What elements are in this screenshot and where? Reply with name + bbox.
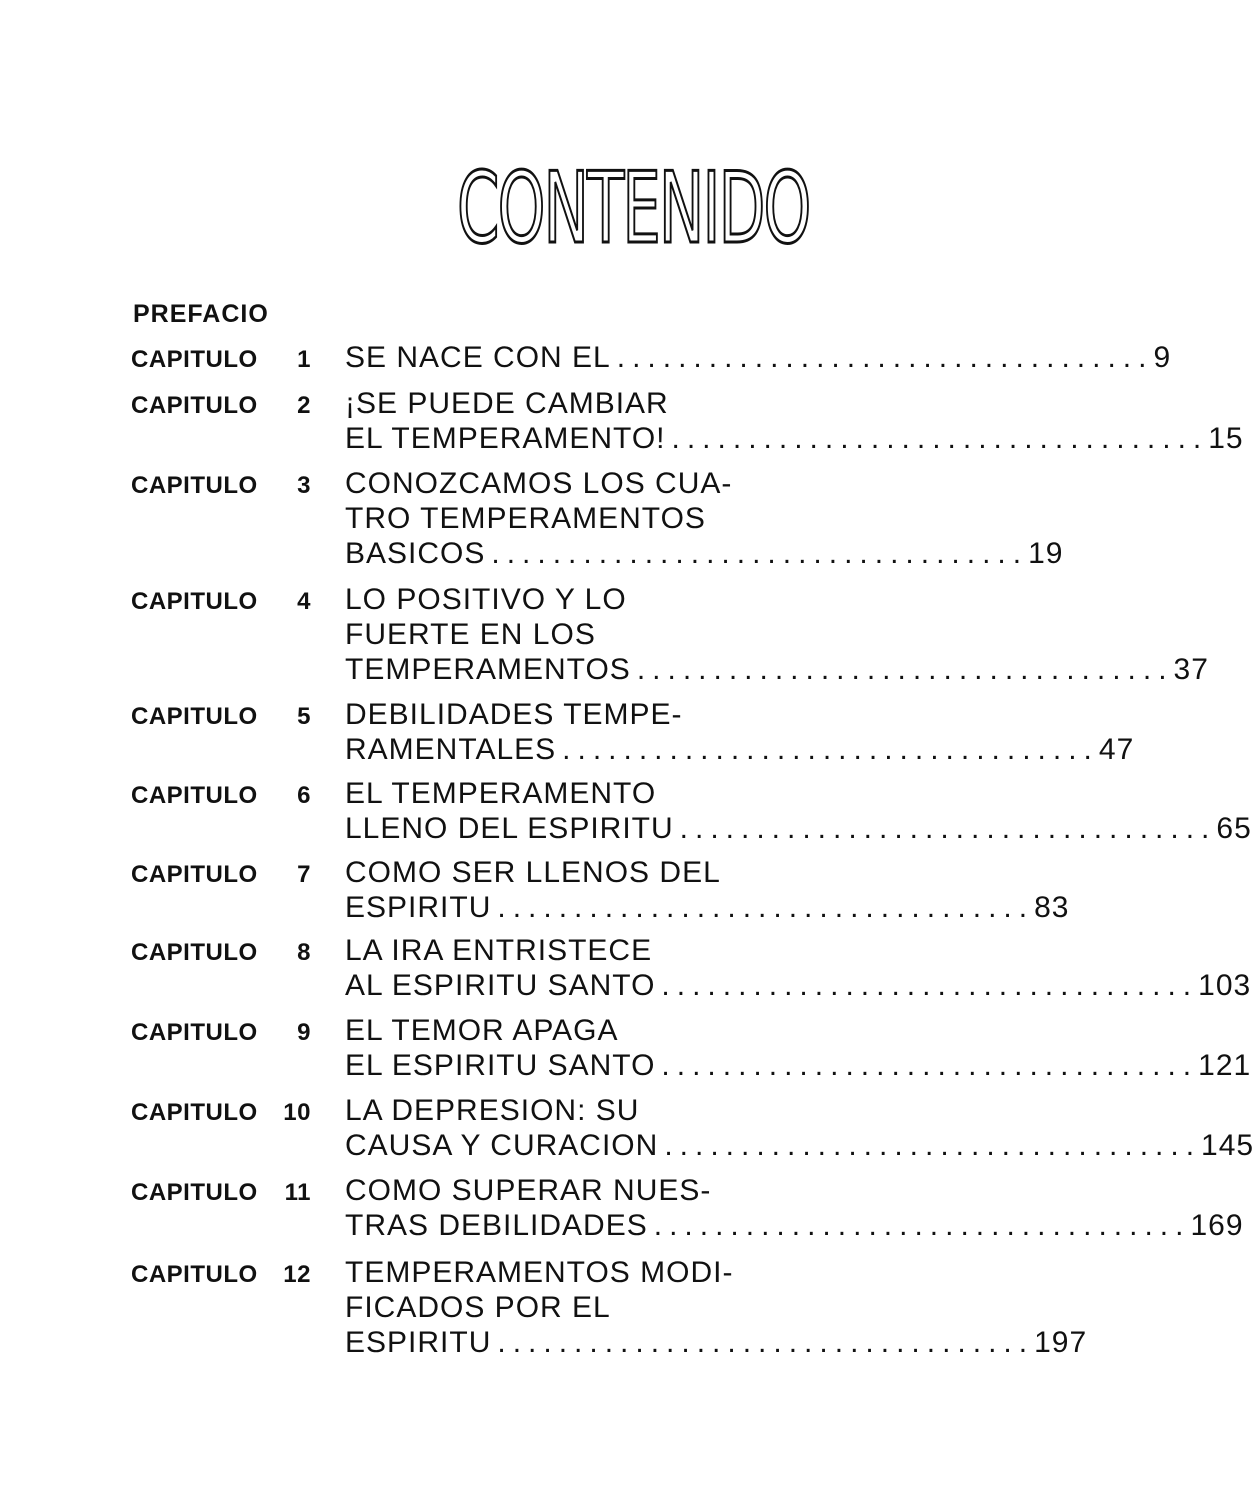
page-number: 197 (1034, 1326, 1088, 1359)
chapter-title (345, 466, 1064, 571)
page-number: 47 (1098, 733, 1135, 766)
page-number: 19 (1028, 537, 1064, 570)
chapter-word: CAPITULO (131, 939, 258, 966)
chapter-title-line: EL TEMOR APAGA (345, 1014, 619, 1047)
chapter-title (345, 933, 1252, 1003)
chapter-number: 11 (284, 1179, 311, 1206)
chapter-number: 7 (297, 861, 311, 888)
chapter-title-line: CAUSA Y CURACION (345, 1129, 659, 1162)
chapter-title-line: ESPIRITU (345, 1326, 492, 1359)
chapter-title-line: DEBILIDADES TEMPE- (345, 698, 683, 731)
chapter-title (345, 1173, 1244, 1243)
chapter-title-line: EL TEMPERAMENTO (345, 777, 657, 810)
chapter-word: CAPITULO (131, 1261, 258, 1288)
dot-leader: ................................... (671, 422, 1209, 455)
chapter-number: 3 (297, 472, 311, 499)
page-number: 9 (1153, 341, 1172, 374)
dot-leader: ................................... (664, 1129, 1202, 1162)
chapter-title (345, 1013, 1252, 1083)
page-number: 145 (1201, 1129, 1254, 1162)
chapter-word: CAPITULO (131, 1099, 258, 1126)
chapter-title-line: AL ESPIRITU SANTO (345, 969, 656, 1002)
chapter-number: 8 (297, 939, 311, 966)
chapter-title-line: ¡SE PUEDE CAMBIAR (345, 387, 669, 420)
chapter-title (345, 582, 1209, 687)
page-number: 121 (1198, 1049, 1252, 1082)
chapter-number: 5 (297, 703, 311, 730)
page-number: 169 (1190, 1209, 1244, 1242)
chapter-number: 1 (297, 346, 311, 373)
chapter-label (131, 472, 316, 500)
chapter-word: CAPITULO (131, 782, 258, 809)
chapter-title-line: TRO TEMPERAMENTOS (345, 502, 706, 535)
page-number: 15 (1208, 422, 1244, 455)
chapter-title (345, 340, 1172, 375)
chapter-label (131, 861, 316, 889)
chapter-title-line: LA IRA ENTRISTECE (345, 934, 653, 967)
chapter-title-line: TEMPERAMENTOS (345, 653, 631, 686)
page-number: 37 (1173, 653, 1209, 686)
dot-leader: ................................... (491, 537, 1029, 570)
chapter-number: 6 (297, 782, 311, 809)
chapter-label (131, 1099, 316, 1127)
chapter-title (345, 386, 1244, 456)
chapter-label (131, 346, 316, 374)
chapter-title (345, 1255, 1088, 1360)
chapter-title-line: FUERTE EN LOS (345, 618, 596, 651)
chapter-title-line: LA DEPRESION: SU (345, 1094, 640, 1127)
dot-leader: ................................... (497, 891, 1035, 924)
chapter-label (131, 1019, 316, 1047)
chapter-title-line: LLENO DEL ESPIRITU (345, 812, 674, 845)
chapter-title-line: COMO SER LLENOS DEL (345, 856, 721, 889)
chapter-title (345, 1093, 1254, 1163)
dot-leader: ................................... (661, 1049, 1199, 1082)
chapter-word: CAPITULO (131, 1179, 258, 1206)
chapter-title (345, 697, 1135, 767)
dot-leader: ................................... (636, 653, 1174, 686)
chapter-word: CAPITULO (131, 703, 258, 730)
chapter-label (131, 1179, 316, 1207)
chapter-word: CAPITULO (131, 346, 258, 373)
chapter-title-line: TRAS DEBILIDADES (345, 1209, 648, 1242)
chapter-word: CAPITULO (131, 861, 258, 888)
chapter-title-line: EL ESPIRITU SANTO (345, 1049, 656, 1082)
dot-leader: ................................... (661, 969, 1199, 1002)
chapter-number: 4 (297, 588, 311, 615)
chapter-word: CAPITULO (131, 588, 258, 615)
chapter-title-line: FICADOS POR EL (345, 1291, 611, 1324)
chapter-label (131, 703, 316, 731)
chapter-title-line: TEMPERAMENTOS MODI- (345, 1256, 734, 1289)
chapter-label (131, 1261, 316, 1289)
chapter-title-line: BASICOS (345, 537, 486, 570)
chapter-title (345, 855, 1070, 925)
dot-leader: ................................... (679, 812, 1217, 845)
chapter-label (131, 392, 316, 420)
chapter-title-line: LO POSITIVO Y LO (345, 583, 627, 616)
prefacio-entry: PREFACIO (133, 300, 269, 328)
chapter-word: CAPITULO (131, 392, 258, 419)
chapter-number: 2 (297, 392, 311, 419)
chapter-number: 10 (283, 1099, 311, 1126)
page-number: 103 (1198, 969, 1252, 1002)
chapter-title-line: EL TEMPERAMENTO! (345, 422, 666, 455)
chapter-title-line: CONOZCAMOS LOS CUA- (345, 467, 733, 500)
chapter-label (131, 588, 316, 616)
dot-leader: ................................... (562, 733, 1099, 766)
dot-leader: ................................... (497, 1326, 1035, 1359)
chapter-label (131, 939, 316, 967)
chapter-word: CAPITULO (131, 472, 258, 499)
chapter-number: 12 (283, 1261, 311, 1288)
dot-leader: ................................... (616, 341, 1154, 374)
chapter-title-line: ESPIRITU (345, 891, 492, 924)
page-title: CONTENIDO (456, 152, 809, 266)
chapter-title-line: RAMENTALES (345, 733, 557, 766)
chapter-title-line: SE NACE CON EL (345, 341, 611, 374)
chapter-label (131, 782, 316, 810)
page-number: 83 (1034, 891, 1070, 924)
chapter-word: CAPITULO (131, 1019, 258, 1046)
chapter-title (345, 776, 1252, 846)
dot-leader: ................................... (653, 1209, 1191, 1242)
chapter-number: 9 (297, 1019, 311, 1046)
chapter-title-line: COMO SUPERAR NUES- (345, 1174, 712, 1207)
page-number: 65 (1216, 812, 1252, 845)
